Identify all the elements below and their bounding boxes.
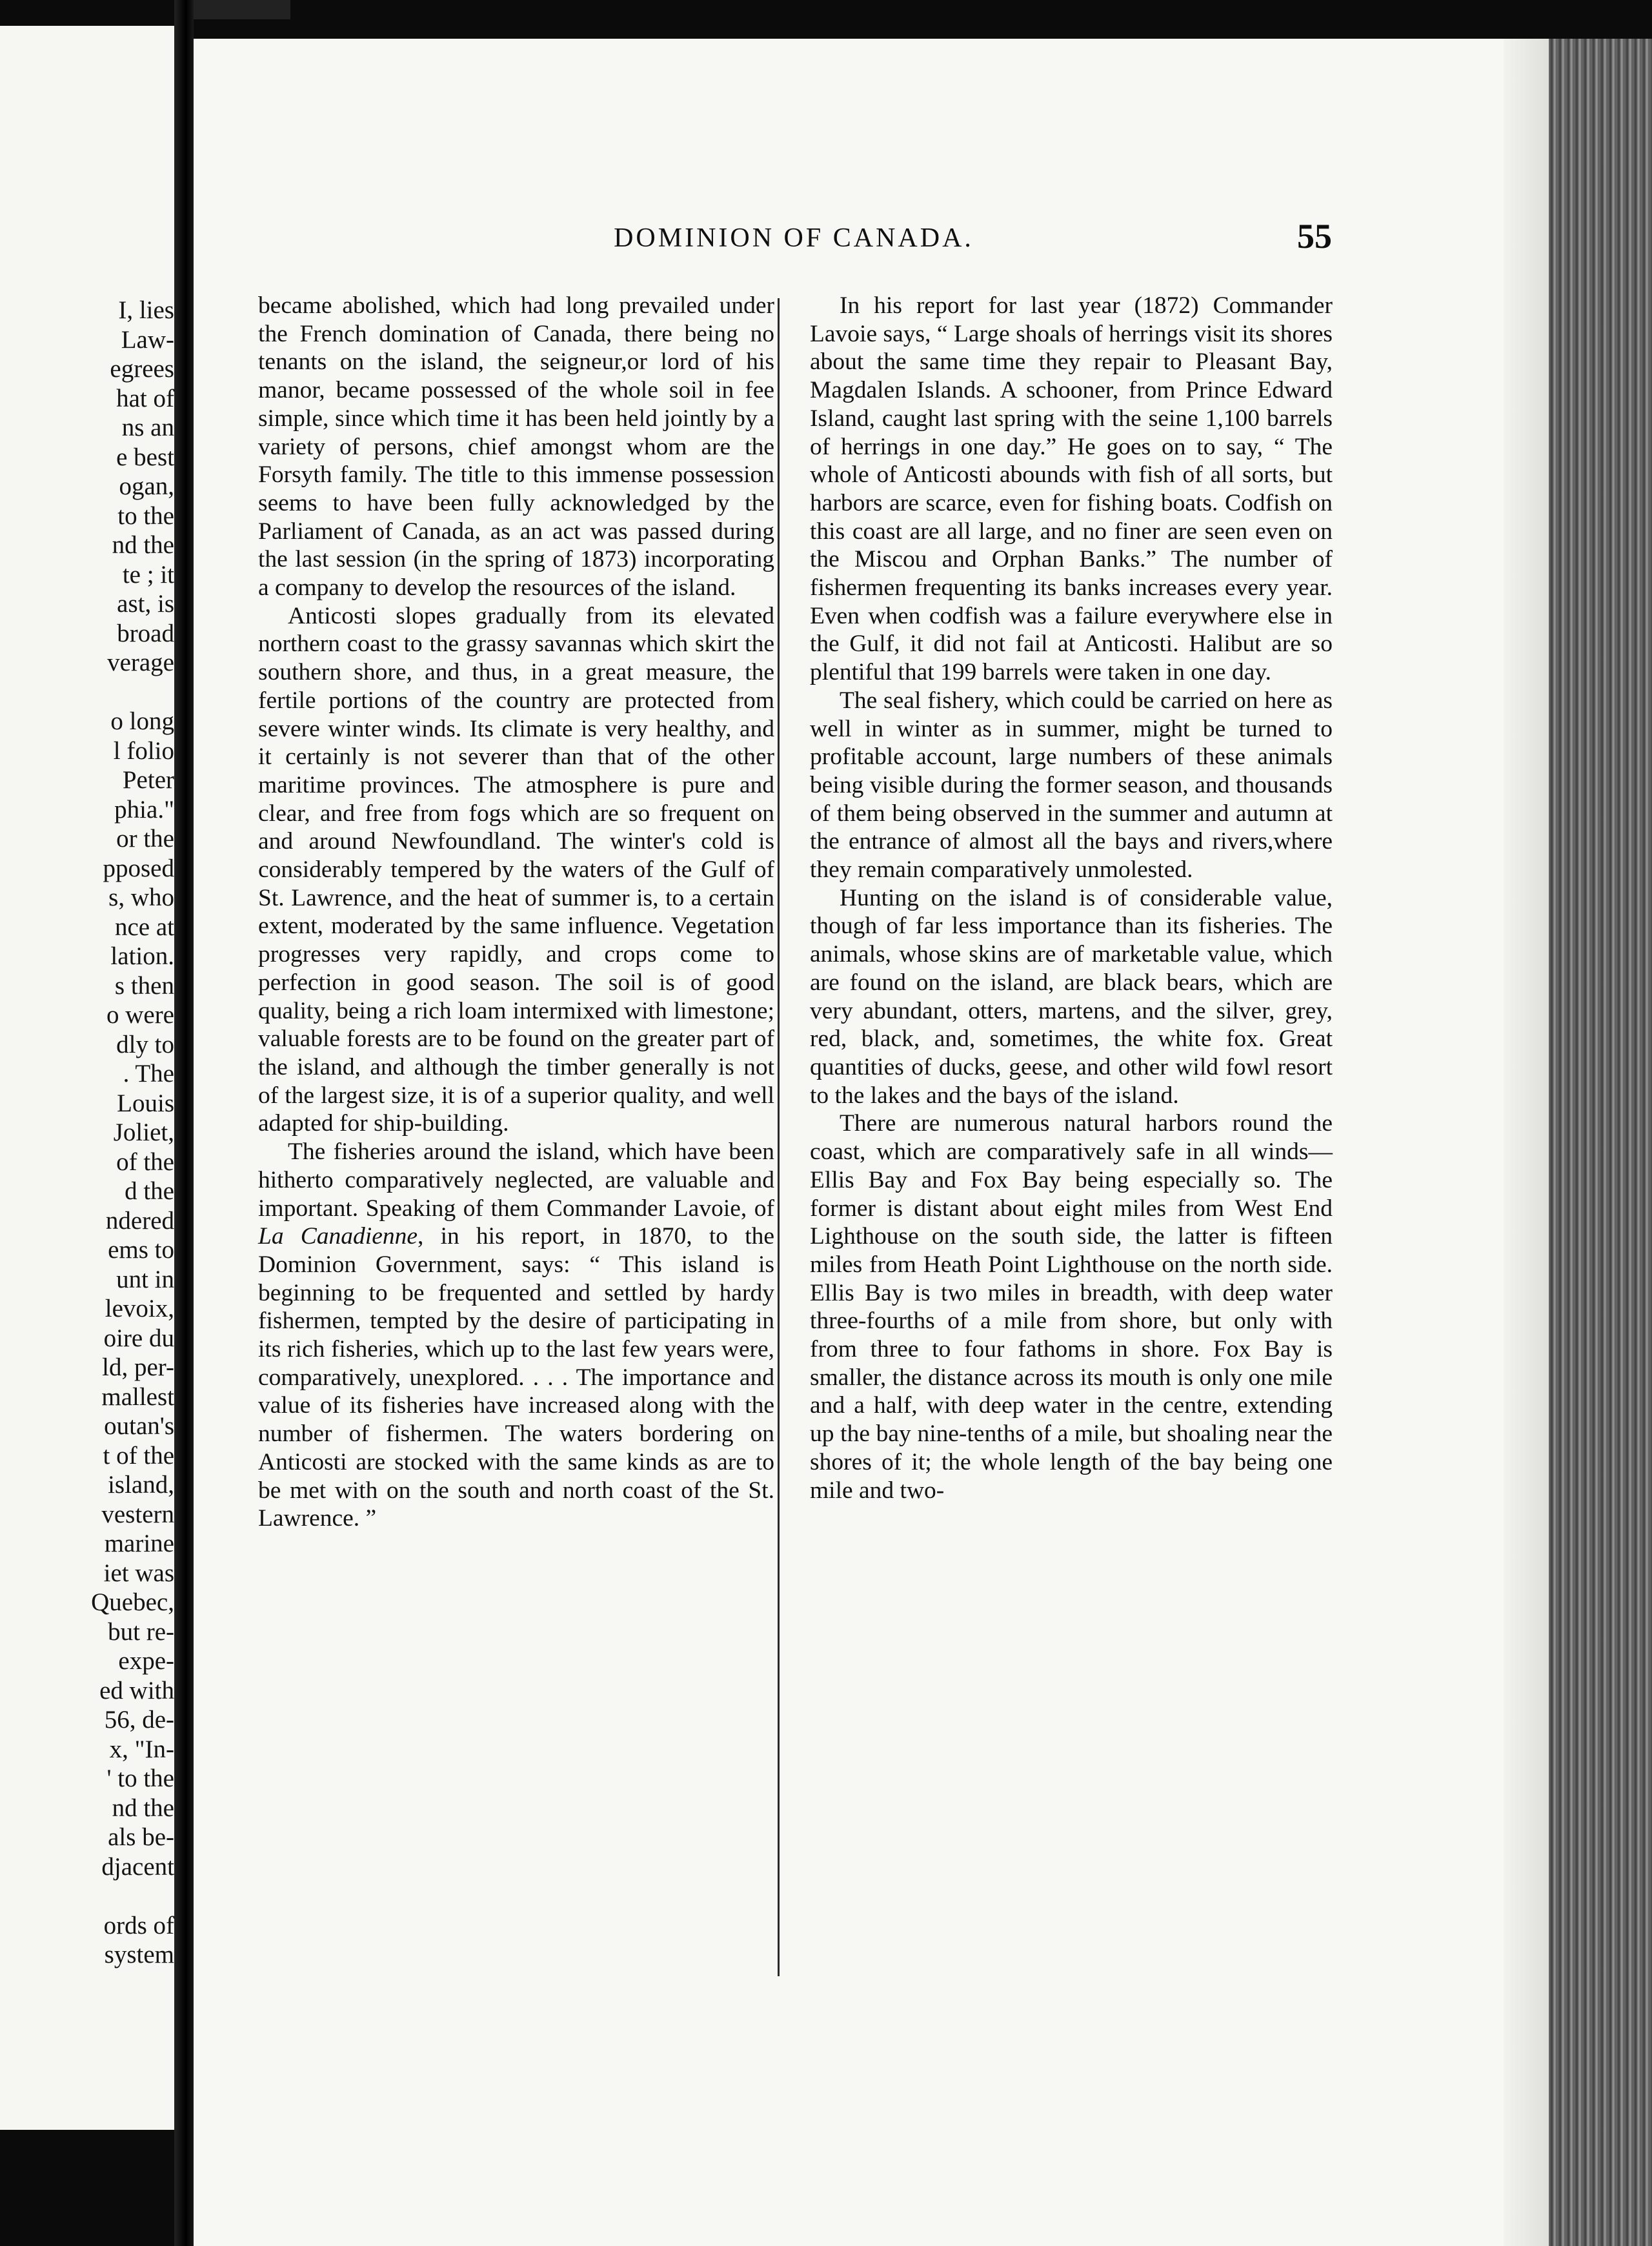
paragraph-text: , in his report, in 1870, to the Dominion Government, says: “ This island is beginning to be frequented and settled by hardy fishermen, tempted by the desire of participating in its rich fisheries, which up to the last few years were, comparatively, unexplored. . . . The importance and value of its fisheries have increased along with the number of fishermen. The waters bordering on Anticosti are stocked with the same kinds as are to be met with on the south and north coast of the St. Lawrence. ” [258,1223,775,1532]
previous-page-line: nce at [114,913,174,941]
previous-page-line: iet was [103,1559,174,1587]
paragraph: Anticosti slopes gradually from its elevated northern coast to the grassy savannas which skirt the southern shore, and thus, in a great measure, the fertile portions of the country are protected from severe winter winds. Its climate is very healthy, and it certainly is not severer than that of the other maritime provinces. The atmosphere is pure and clear, and free from fogs which are so frequent on and around Newfoundland. The winter's cold is considerably tempered by the waters of the Gulf of St. Lawrence, and the heat of summer is, to a certain extent, moderated by the same influence. Vegetation progresses very rapidly, and crops come to perfection in good season. The soil is of good quality, being a rich loam intermixed with limestone; valuable forests are to be found on the greater part of the island, and although the timber generally is not of the largest size, it is of a superior quality, and well adapted for ship-building. [258,602,774,1137]
previous-page-line: als be- [108,1823,174,1851]
previous-page-line: ogan, [119,472,174,500]
previous-page-line: broad [117,619,174,647]
previous-page-line: to the [117,501,174,530]
paragraph: The seal fishery, which could be carried on here as well in winter as in summer, might be turned to profitable account, large numbers of these animals being visible during the former season, and thousands of them being observed in the summer and autumn at the entrance of almost all the bays and rivers,where they remain comparatively unmolested. [810,687,1333,884]
previous-page-line: levoix, [105,1295,174,1322]
previous-page-line: o long [110,707,174,735]
paragraph: In his report for last year (1872) Commander Lavoie says, “ Large shoals of herrings visit its shores about the same time they repair to Pleasant Bay, Magdalen Islands. A schooner, from Prince Edward Island, caught last spring with the seine 1,100 barrels of herrings in one day.” He goes on to say, “ The whole of Anticosti abounds with fish of all sorts, but harbors are scarce, even for fishing boats. Codfish on this coast are all large, and no finer are seen even on the Miscou and Orphan Banks.” The number of fishermen frequenting its banks increases every year. Even when codfish was a failure everywhere else in the Gulf, it did not fail at Anticosti. Halibut are so plentiful that 199 barrels were taken in one day. [810,292,1333,686]
previous-page-line: phia." [114,795,174,824]
previous-page-line: egrees [110,355,174,383]
previous-page-line: nd the [112,1794,174,1822]
previous-page-line: djacent [101,1852,174,1881]
previous-page-line: lation. [110,942,174,970]
previous-page-line: oire du [103,1324,174,1352]
previous-page-line: Quebec, [91,1588,174,1616]
previous-page-line: hat of [116,384,174,412]
previous-page-line: I, lies [118,296,174,324]
previous-page-line: Law- [121,325,174,354]
previous-page-line: ' to the [106,1765,174,1792]
previous-page-line: Joliet, [113,1118,174,1146]
previous-page-line: of the [116,1148,174,1176]
book-spine [174,0,194,2246]
previous-page-line: vestern [101,1500,174,1528]
previous-page-line: e best [116,443,174,471]
ship-name: La Canadienne [258,1223,418,1250]
column-rule [778,298,780,1976]
previous-page-line: outan's [104,1412,174,1440]
previous-page-line: . The [123,1060,174,1088]
page-stack-edge [1549,39,1652,2246]
running-head: DOMINION OF CANADA. [614,223,974,253]
previous-page-line: unt in [116,1265,174,1293]
previous-page-line: but re- [108,1617,174,1646]
previous-page-line: l folio [113,736,174,765]
right-column [810,292,1333,1504]
paragraph: became abolished, which had long prevailed under the French domination of Canada, there being no tenants on the island, the seigneur,or lord of his manor, became possessed of the whole soil in fee simple, since which time it has been held jointly by a variety of persons, chief amongst whom are the Forsyth family. The title to this immense possession seems to have been fully acknowledged by the Parliament of Canada, as an act was passed during the last session (in the spring of 1873) incorporating a company to develop the resources of the island. [258,292,774,602]
previous-page-line: verage [107,649,174,676]
previous-page-line: expe- [118,1647,174,1675]
scan-artifact [194,0,290,19]
previous-page-line: s then [114,971,174,1000]
previous-page-line: system [104,1941,174,1968]
previous-page-line: mallest [101,1382,174,1411]
previous-page-line: ems to [108,1236,174,1264]
previous-page-line: ords of [103,1911,174,1939]
previous-page-line [0,678,174,707]
previous-page-text-fragments [0,296,174,1970]
previous-page-line: x, "In- [109,1735,174,1763]
paragraph: There are numerous natural harbors round the coast, which are comparatively safe in all winds—Ellis Bay and Fox Bay being especially so. The former is distant about eight miles from West End Lighthouse on the south side, the latter is fifteen miles from Heath Point Lighthouse on the north side. Ellis Bay is two miles in breadth, with deep water three-fourths of a mile from shore, but only with from three to four fathoms in shore. Fox Bay is smaller, the distance across its mouth is only one mile and a half, with deep water in the centre, extending up the bay nine-tenths of a mile, but shoaling near the shores of it; the whole length of the bay being one mile and two- [810,1110,1333,1504]
paragraph: Hunting on the island is of considerable value, though of far less importance than its fisheries. The animals, whose skins are of marketable value, which are found on the island, are black bears, which are very abundant, otters, martens, and the silver, grey, red, black, and, sometimes, the white fox. Great quantities of ducks, geese, and other wild fowl resort to the lakes and the bays of the island. [810,884,1333,1109]
previous-page-line: ndered [105,1206,174,1235]
previous-page-line: 56, de- [104,1706,174,1734]
page-edge-shade [1504,39,1555,2246]
previous-page-line: Peter [122,766,174,794]
previous-page-line: pposed [103,854,174,882]
previous-page-line: t of the [103,1441,174,1470]
previous-page-line: Louis [117,1089,174,1117]
paragraph [258,1138,774,1533]
previous-page-line: dly to [116,1030,174,1058]
previous-page-line: or the [116,825,174,853]
previous-page-line: d the [125,1177,174,1205]
previous-page-line: ast, is [117,590,174,618]
page-number: 55 [1297,217,1332,256]
previous-page-line: nd the [112,531,174,559]
previous-page-line: s, who [108,884,174,911]
previous-page-line: ns an [121,414,174,441]
previous-page-line: ed with [99,1676,174,1705]
previous-page-line: island, [108,1471,174,1499]
previous-page-line: marine [104,1530,174,1557]
left-column [258,292,774,1533]
previous-page-line: te ; it [122,560,174,589]
previous-page-line: o were [106,1001,174,1029]
paragraph-text: The fisheries around the island, which have been hitherto comparatively neglected, are valuable and important. Speaking of them Commander Lavoie, of [258,1138,774,1222]
previous-page-line [0,1881,174,1911]
previous-page-line: ld, per- [102,1353,174,1381]
